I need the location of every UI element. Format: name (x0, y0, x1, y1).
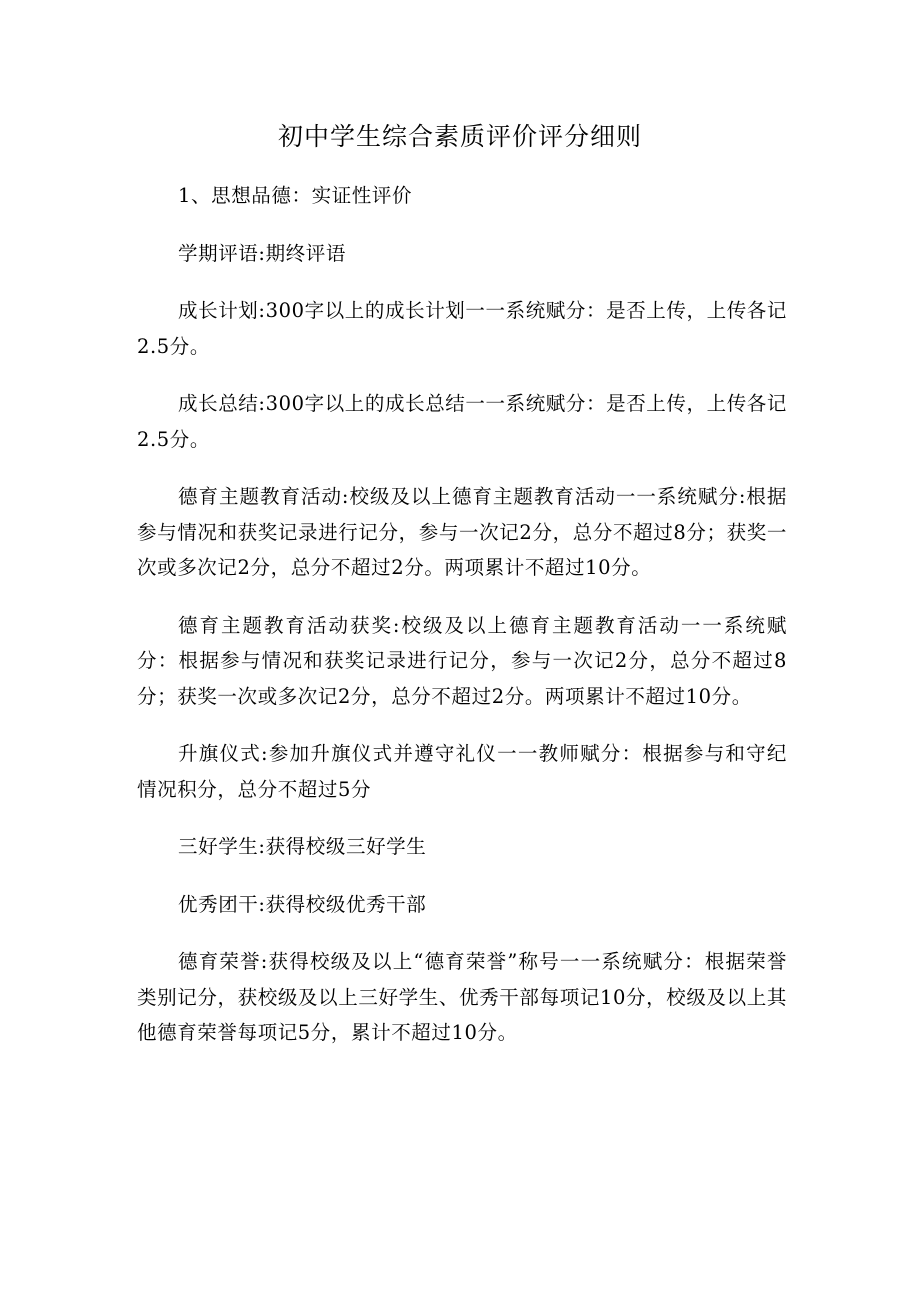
paragraph-growth-plan: 成长计划:300字以上的成长计划一一系统赋分：是否上传，上传各记2.5分。 (137, 299, 787, 358)
paragraph-excellent-cadre: 优秀团干:获得校级优秀干部 (178, 892, 427, 916)
document-body (137, 178, 787, 1073)
paragraph-merit-student: 三好学生:获得校级三好学生 (178, 835, 427, 858)
document-title: 初中学生综合素质评价评分细则 (277, 122, 642, 151)
paragraph-moral-activity: 德育主题教育活动:校级及以上德育主题教育活动一一系统赋分:根据参与情况和获奖记录进行记分，参与一次记2分，总分不超过8分；获奖一次或多次记2分，总分不超过2分。两项累计不超过10分。 (137, 485, 787, 579)
paragraph-moral-activity-award: 德育主题教育活动获奖:校级及以上德育主题教育活动一一系统赋分：根据参与情况和获奖记录进行记分，参与一次记2分，总分不超过8分；获奖一次或多次记2分，总分不超过2分。两项累计不超过10分。 (137, 613, 787, 708)
paragraph-flag-ceremony: 升旗仪式:参加升旗仪式并遵守礼仪一一教师赋分：根据参与和守纪情况积分，总分不超过5分 (137, 742, 787, 801)
paragraph-section-heading: 1、思想品德：实证性评价 (178, 184, 413, 207)
paragraph-moral-honor: 德育荣誉:获得校级及以上“德育荣誉”称号一一系统赋分：根据荣誉类别记分，获校级及以上三好学生、优秀干部每项记10分，校级及以上其他德育荣誉每项记5分，累计不超过10分。 (137, 950, 787, 1044)
paragraph-semester-comment: 学期评语:期终评语 (178, 241, 346, 265)
paragraph-growth-summary: 成长总结:300字以上的成长总结一一系统赋分：是否上传，上传各记2.5分。 (137, 392, 787, 451)
